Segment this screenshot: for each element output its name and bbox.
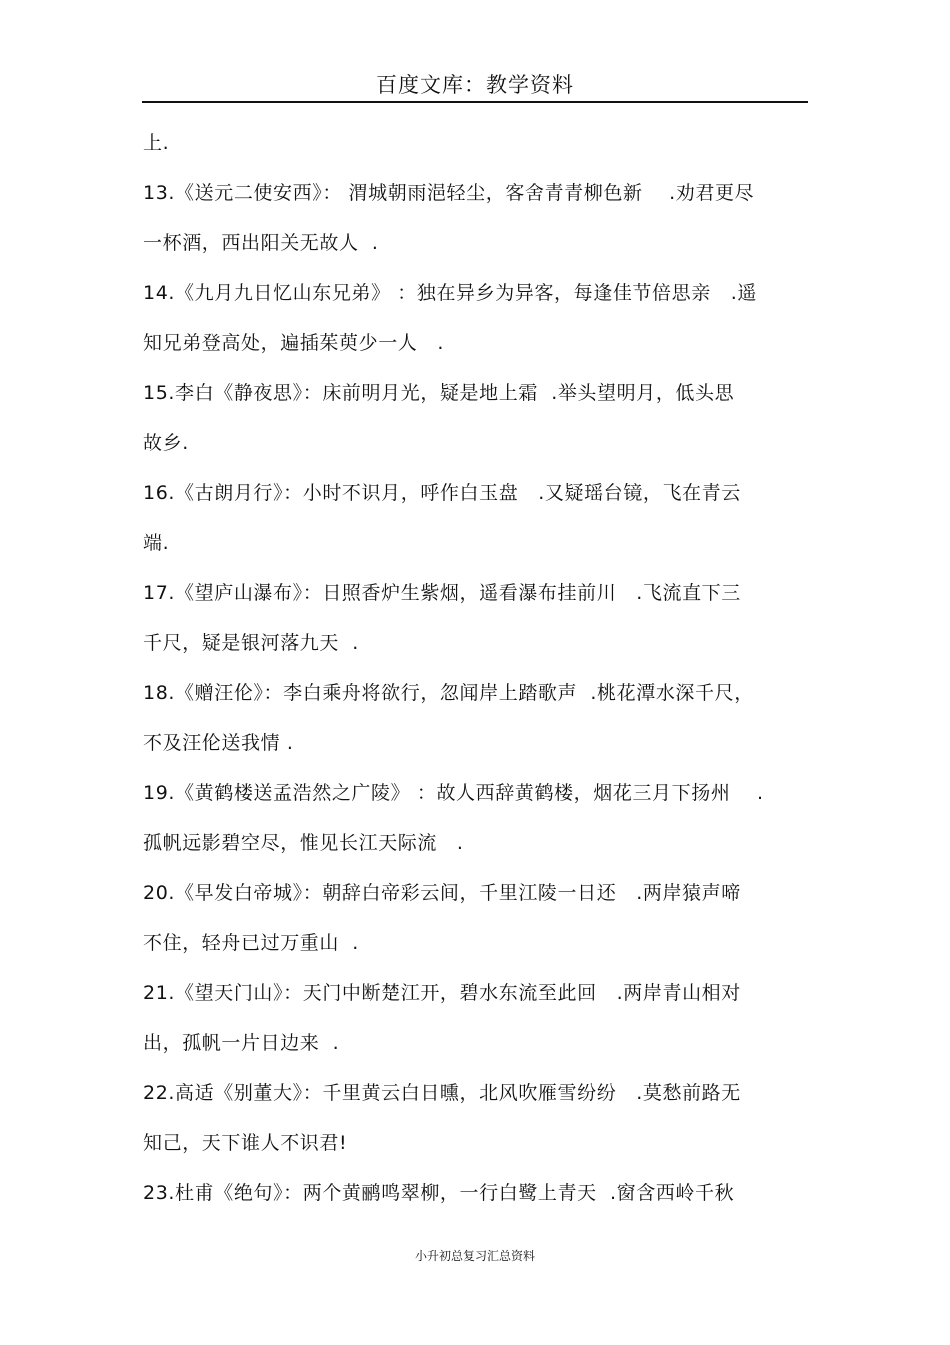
- text-line: 上.: [143, 132, 170, 154]
- text-line: 知兄弟登高处，遍插茱萸少一人 .: [143, 332, 444, 354]
- text-line: 23.杜甫《绝句》：两个黄鹂鸣翠柳，一行白鹭上青天 .窗含西岭千秋: [143, 1182, 735, 1204]
- text-line: 端.: [143, 532, 170, 554]
- text-line: 19.《黄鹤楼送孟浩然之广陵》 ：故人西辞黄鹤楼，烟花三月下扬州 .: [143, 782, 764, 804]
- text-line: 千尺，疑是银河落九天 .: [143, 632, 359, 654]
- text-line: 一杯酒，西出阳关无故人 .: [143, 232, 379, 254]
- text-line: 不住，轻舟已过万重山 .: [143, 932, 359, 954]
- text-line: 不及汪伦送我情 .: [143, 732, 294, 754]
- text-line: 孤帆远影碧空尽，惟见长江天际流 .: [143, 832, 464, 854]
- text-line: 15.李白《静夜思》：床前明月光，疑是地上霜 .举头望明月，低头思: [143, 382, 735, 404]
- text-line: 13.《送元二使安西》： 渭城朝雨浥轻尘，客舍青青柳色新 .劝君更尽: [143, 182, 755, 204]
- text-line: 18.《赠汪伦》：李白乘舟将欲行，忽闻岸上踏歌声 .桃花潭水深千尺，: [143, 682, 754, 704]
- page-header-title: 百度文库：教学资料: [376, 73, 574, 97]
- text-line: 故乡.: [143, 432, 189, 454]
- text-line: 16.《古朗月行》：小时不识月，呼作白玉盘 .又疑瑶台镜，飞在青云: [143, 482, 741, 504]
- header-divider: [142, 101, 808, 103]
- text-line: 知己，天下谁人不识君!: [143, 1132, 348, 1154]
- text-line: 22.高适《别董大》：千里黄云白日曛，北风吹雁雪纷纷 .莫愁前路无: [143, 1082, 741, 1104]
- text-line: 17.《望庐山瀑布》：日照香炉生紫烟，遥看瀑布挂前川 .飞流直下三: [143, 582, 741, 604]
- text-line: 14.《九月九日忆山东兄弟》 ：独在异乡为异客，每逢佳节倍思亲 .遥: [143, 282, 758, 304]
- text-line: 21.《望天门山》：天门中断楚江开，碧水东流至此回 .两岸青山相对: [143, 982, 741, 1004]
- text-line: 20.《早发白帝城》：朝辞白帝彩云间，千里江陵一日还 .两岸猿声啼: [143, 882, 741, 904]
- page-footer: 小升初总复习汇总资料: [414, 1249, 535, 1263]
- text-line: 出，孤帆一片日边来 .: [143, 1032, 340, 1054]
